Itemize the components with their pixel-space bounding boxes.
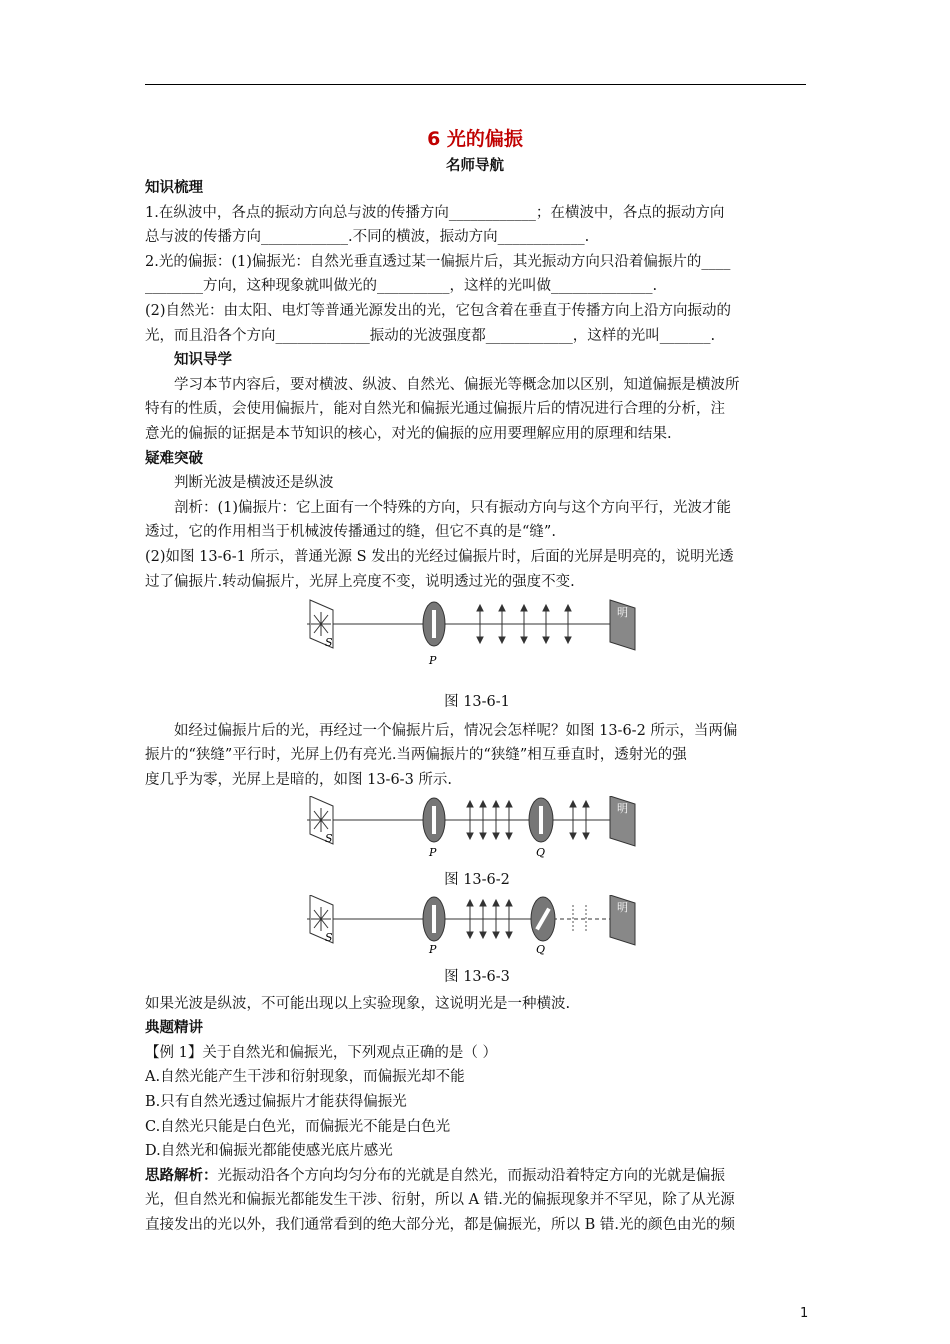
paragraph-line: 学习本节内容后，要对横波、纵波、自然光、偏振光等概念加以区别，知道偏振是横波所 bbox=[174, 376, 740, 393]
paragraph-line: 直接发出的光以外，我们通常看到的绝大部分光，都是偏振光，所以 B 错.光的颜色由光的频 bbox=[145, 1217, 735, 1233]
paragraph-line: 如经过偏振片后的光，再经过一个偏振片后，情况会怎样呢？如图 13-6-2 所示，当两偏 bbox=[174, 722, 738, 739]
paragraph-line: 剖析：(1)偏振片：它上面有一个特殊的方向，只有振动方向与这个方向平行，光波才能 bbox=[174, 499, 732, 516]
option-a: A.自然光能产生干涉和衍射现象，而偏振光却不能 bbox=[145, 1069, 465, 1086]
label-p: P bbox=[429, 943, 437, 956]
page-title: 6 光的偏振 bbox=[427, 128, 523, 150]
polarizer-q bbox=[529, 798, 553, 858]
polarizer-q-rotated bbox=[531, 897, 555, 955]
question-line: 判断光波是横波还是纵波 bbox=[174, 475, 334, 492]
label-p: P bbox=[429, 654, 437, 668]
section-heading-knowledge: 知识梳理 bbox=[145, 180, 203, 196]
paragraph-line: 光，而且沿各个方向_____________振动的光波强度都____________，这样的光叫_______. bbox=[145, 327, 716, 344]
example-question bbox=[145, 1041, 809, 1066]
light-source bbox=[310, 600, 333, 649]
figure-caption: 图 13-6-3 bbox=[444, 969, 510, 986]
label-s: S bbox=[325, 636, 333, 650]
polarizer-p bbox=[423, 798, 445, 858]
paragraph-line: (2)自然光：由太阳、电灯等普通光源发出的光，它包含着在垂直于传播方向上沿方向振动的 bbox=[145, 302, 732, 319]
page-subtitle: 名师导航 bbox=[446, 158, 504, 174]
figure-caption: 图 13-6-1 bbox=[444, 694, 510, 711]
figure-13-6-2 bbox=[145, 796, 809, 858]
paragraph-line: 特有的性质，会使用偏振片，能对自然光和偏振光通过偏振片后的情况进行合理的分析，注 bbox=[145, 401, 725, 418]
paragraph-line: 透过，它的作用相当于机械波传播通过的缝，但它不真的是“缝”. bbox=[145, 524, 556, 541]
paragraph-line: 如果光波是纵波，不可能出现以上实验现象，这说明光是一种横波. bbox=[145, 995, 571, 1012]
paragraph-line: (2)如图 13-6-1 所示，普通光源 S 发出的光经过偏振片时，后面的光屏是明亮的，说明光透 bbox=[145, 548, 734, 565]
paragraph-line: 意光的偏振的证据是本节知识的核心，对光的偏振的应用要理解应用的原理和结果. bbox=[145, 425, 672, 442]
header-rule bbox=[145, 84, 806, 85]
paragraph-line: 度几乎为零，光屏上是暗的，如图 13-6-3 所示. bbox=[145, 771, 453, 788]
label-s: S bbox=[325, 832, 333, 846]
label-q: Q bbox=[536, 943, 546, 956]
paragraph-line: ________方向，这种现象就叫做光的__________，这样的光叫做______________. bbox=[145, 278, 658, 295]
label-q: Q bbox=[536, 846, 546, 859]
figure-caption: 图 13-6-2 bbox=[444, 872, 510, 889]
option-c: C.自然光只能是白色光，而偏振光不能是白色光 bbox=[145, 1118, 451, 1135]
label-p: P bbox=[429, 846, 437, 859]
figure-13-6-1 bbox=[145, 598, 809, 678]
label-bright: 明 bbox=[617, 802, 628, 816]
analysis-text: 光振动沿各个方向均匀分布的光就是自然光，而振动沿着特定方向的光就是偏振 bbox=[217, 1167, 725, 1184]
paragraph-line: 光，但自然光和偏振光都能发生干涉、衍射，所以 A 错.光的偏振现象并不罕见，除了从光源 bbox=[145, 1192, 735, 1209]
polarizer-p bbox=[423, 897, 445, 955]
paragraph-line: 过了偏振片.转动偏振片，光屏上亮度不变，说明透过光的强度不变. bbox=[145, 573, 575, 590]
light-screen bbox=[610, 600, 635, 650]
label-bright: 明 bbox=[617, 901, 628, 915]
option-d: D.自然光和偏振光都能使感光底片感光 bbox=[145, 1143, 393, 1160]
paragraph-line: 2.光的偏振：(1)偏振光：自然光垂直透过某一偏振片后，其光振动方向只沿着偏振片的____ bbox=[145, 253, 731, 270]
label-s: S bbox=[325, 931, 333, 945]
light-screen bbox=[610, 895, 635, 945]
paragraph-line: 振片的“狭缝”平行时，光屏上仍有亮光.当两偏振片的“狭缝”相互垂直时，透射光的强 bbox=[145, 747, 687, 764]
figure-diagram bbox=[305, 895, 645, 955]
label-bright: 明 bbox=[617, 606, 628, 620]
page-number: 1 bbox=[800, 1306, 809, 1321]
paragraph-line: 总与波的传播方向____________.不同的横波，振动方向____________. bbox=[145, 229, 590, 246]
paragraph-line: 1.在纵波中，各点的振动方向总与波的传播方向____________；在横波中，各点的振动方向 bbox=[145, 204, 725, 221]
light-source bbox=[310, 796, 333, 845]
section-heading-examples: 典题精讲 bbox=[145, 1020, 203, 1037]
example-text: 关于自然光和偏振光，下列观点正确的是（ ） bbox=[202, 1044, 497, 1061]
option-b: B.只有自然光透过偏振片才能获得偏振光 bbox=[145, 1094, 407, 1111]
document-body bbox=[145, 176, 809, 1238]
analysis-label: 思路解析： bbox=[145, 1167, 218, 1184]
section-heading-guide: 知识导学 bbox=[174, 352, 232, 369]
polarizer-p bbox=[423, 602, 445, 667]
light-source bbox=[310, 895, 333, 944]
section-heading-difficulty: 疑难突破 bbox=[145, 450, 203, 467]
figure-diagram bbox=[305, 796, 645, 858]
figure-diagram bbox=[305, 598, 645, 674]
figure-13-6-3 bbox=[145, 895, 809, 955]
example-tag: 【例 1】 bbox=[145, 1044, 203, 1061]
light-screen bbox=[610, 796, 635, 846]
analysis-line bbox=[145, 1164, 809, 1189]
